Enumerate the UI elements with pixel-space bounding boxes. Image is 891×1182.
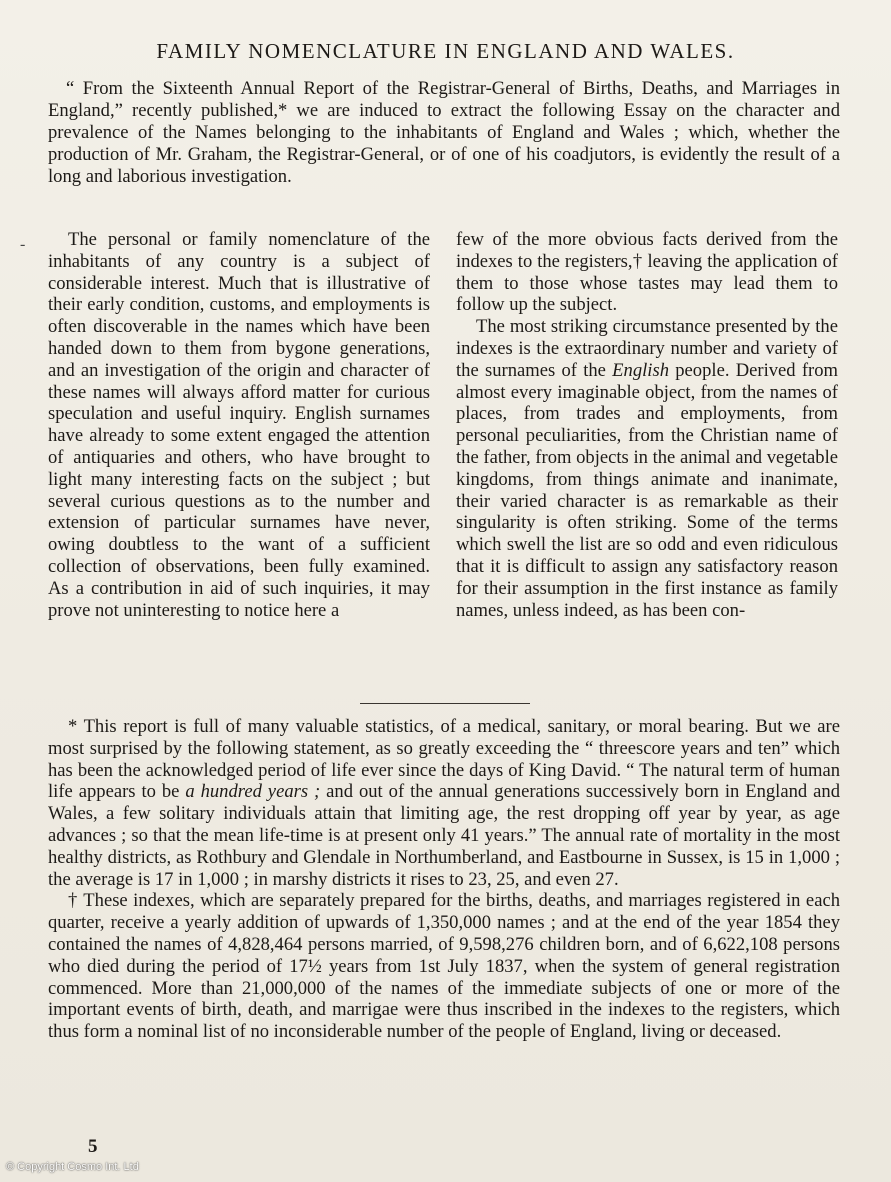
paragraph-2-italic: English [612,359,669,381]
footnote-1-text-b: and out of the annual generations successively born in England and Wales, a few solitary individuals attain that limiting age, the rest dropping off year by year, as age advances ; so that the mean life-time is at present only 41 years.” The annual rate of mortality in the most healthy districts, as Rothbury and Glendale in Northumberland, and Eastbourne in Sussex, is 15 in 1,000 ; the average is 17 in 1,000 ; in marshy districts it rises to 23, 25, and even 27. [48,781,840,890]
intro-paragraph: “ From the Sixteenth Annual Report of the Registrar-General of Births, Deaths, and Marriages in England,” recently published,* we are induced to extract the following Essay on the character and prevalence of the Names belonging to the inhabitants of England and Wales ; which, whether the production of Mr. Graham, the Registrar-General, or of one of his coadjutors, is evidently the result of a long and laborious investigation. [48,78,840,187]
left-column [48,229,430,621]
two-column-body [48,229,840,691]
right-column-paragraph-1: few of the more obvious facts derived from the indexes to the registers,† leaving the application of them to those whose tastes may lead them to follow up the subject. [456,229,838,316]
article-title: FAMILY NOMENCLATURE IN ENGLAND AND WALES. [156,39,735,63]
margin-mark: - [20,236,26,253]
footnote-divider [360,703,530,704]
copyright-watermark: © Copyright Cosmo Int. Ltd [6,1161,139,1173]
footnote-1-text-a: * This report is full of many valuable statistics, of a medical, sanitary, or moral bearing. But we are most surprised by the following statement, as so greatly exceeding the “ threescore years and ten” which has been the acknowledged period of life ever since the days of King David. “ The natural term of human life appears to be [48,716,840,803]
left-column-paragraph: The personal or family nomenclature of the inhabitants of any country is a subject of considerable interest. Much that is illustrative of their early condition, customs, and employments is often discoverable in the names which have been handed down to them from bygone generations, and an investigation of the origin and character of these names will always afford matter for curious speculation and useful inquiry. English surnames have already to some extent engaged the attention of antiquaries and others, who have brought to light many interesting facts on the subject ; but several curious questions as to the number and extension of particular surnames have never, owing doubtless to the want of a sufficient collection of observations, been fully examined. As a contribution in aid of such inquiries, it may prove not uninteresting to notice here a [48,229,430,621]
footnotes [48,716,840,1043]
paragraph-2-text-b: people. Derived from almost every imaginable object, from the names of places, from trades and employments, from personal peculiarities, from the Christian name of the father, from objects in the animal and vegetable kingdoms, from things animate and inanimate, their varied character is as remarkable as their singularity is often striking. Some of the terms which swell the list are so odd and even ridiculous that it is difficult to assign any satisfactory reason for their assumption in the first instance as family names, unless indeed, as has been con- [456,359,838,621]
right-column [456,229,838,621]
paragraph-2-text-a: The most striking circumstance presented by the indexes is the extraordinary number and variety of the surnames of the [456,316,838,381]
footnote-dagger: † These indexes, which are separately prepared for the births, deaths, and marriages registered in each quarter, receive a yearly addition of upwards of 1,350,000 names ; and at the end of the year 1854 they contained the names of 4,828,464 persons married, of 9,598,276 children born, and of 6,622,108 persons who died during the period of 17½ years from 1st July 1837, when the system of general registration commenced. More than 21,000,000 of the names of the immediate subjects of one or more of the important events of birth, death, and marrigae were thus inscribed in the indexes to the registers, which thus form a nominal list of no inconsiderable number of the people of England, living or deceased. [48,890,840,1043]
footnote-asterisk [48,716,840,890]
page-number: 5 [88,1136,98,1157]
footnote-1-italic: a hundred years ; [185,781,321,803]
right-column-paragraph-2 [456,316,838,621]
